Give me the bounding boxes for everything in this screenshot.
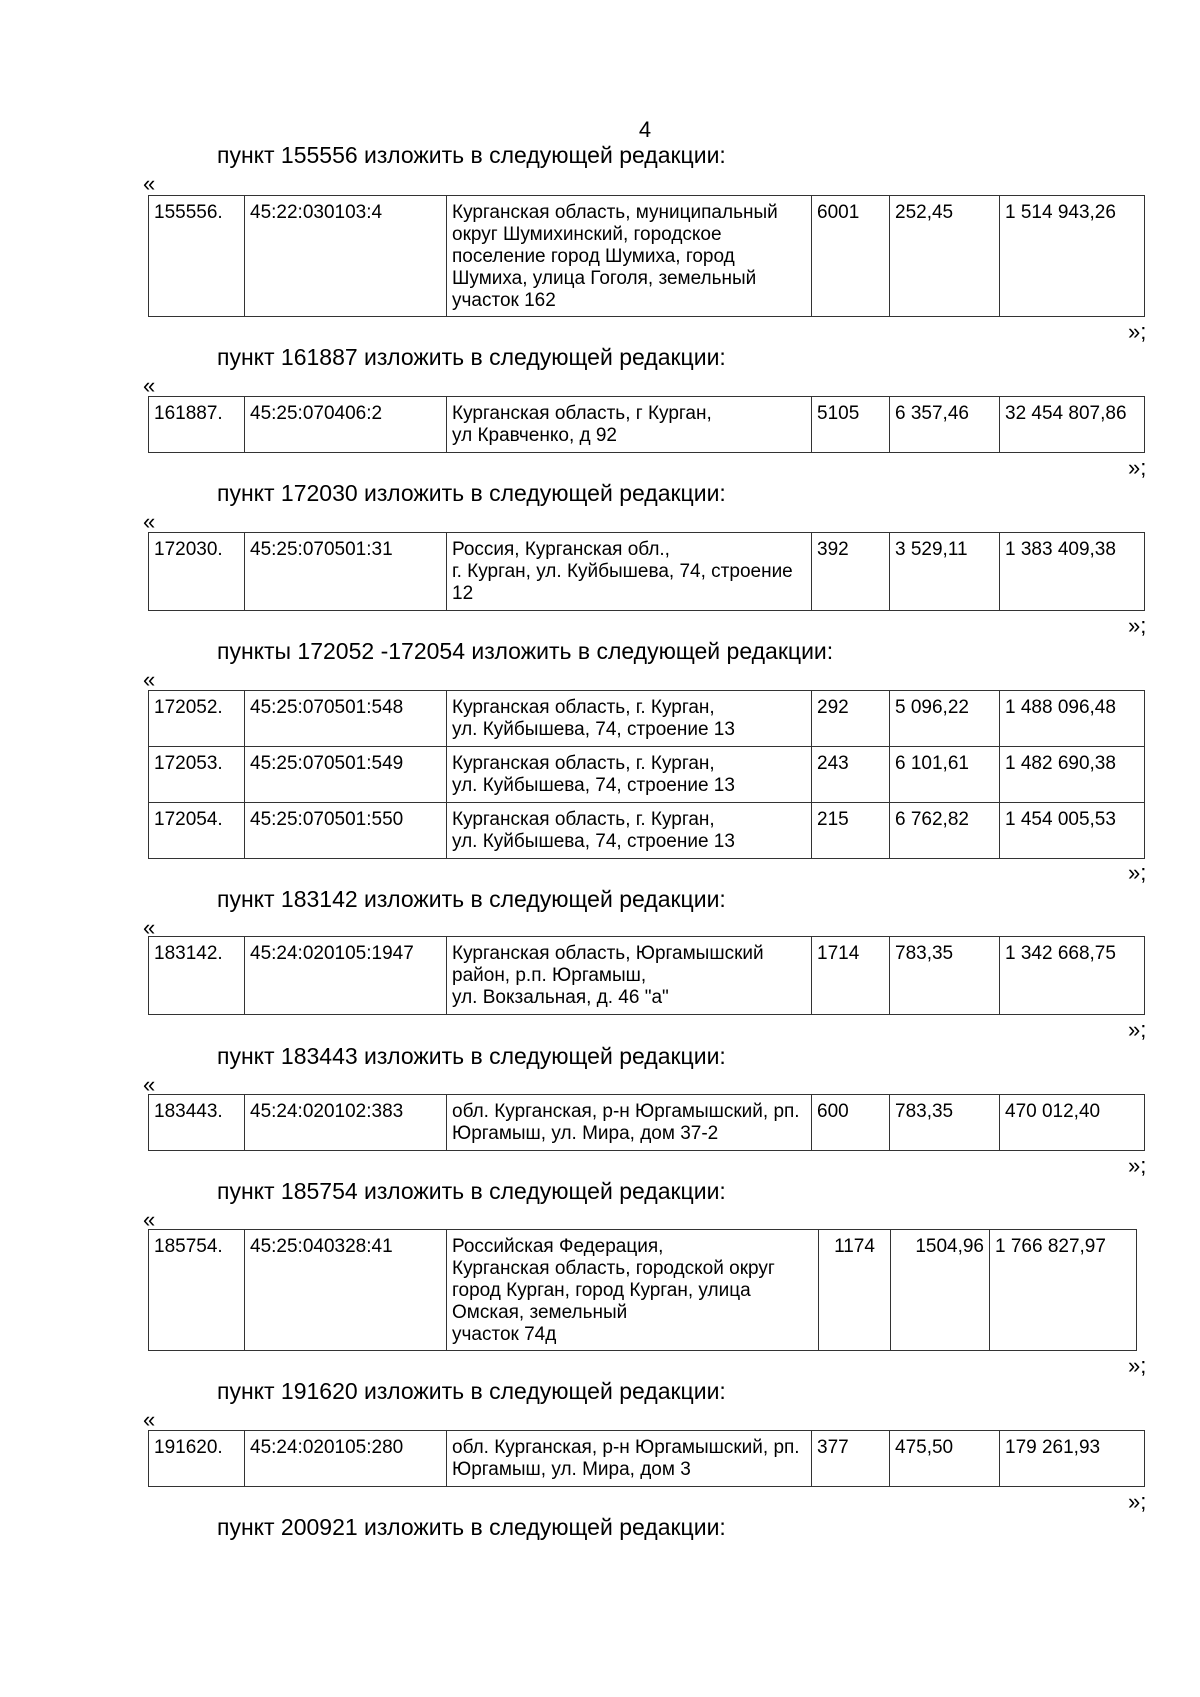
cadastral-value: 1 766 827,97 xyxy=(990,1230,1137,1351)
table-row xyxy=(149,937,1145,1015)
cadastral-number: 45:25:070501:548 xyxy=(245,691,447,747)
table-row xyxy=(149,747,1145,803)
rate: 1504,96 xyxy=(891,1230,990,1351)
section-heading: пункт 172030 изложить в следующей редакции: xyxy=(217,480,726,506)
section-heading: пункт 191620 изложить в следующей редакции: xyxy=(217,1378,726,1404)
area: 392 xyxy=(812,533,890,611)
cadastral-value: 1 342 668,75 xyxy=(1000,937,1145,1015)
quote-close: »; xyxy=(1128,1153,1147,1178)
cadastral-value: 1 454 005,53 xyxy=(1000,803,1145,859)
quote-close: »; xyxy=(1128,613,1147,638)
cadastral-value: 470 012,40 xyxy=(1000,1095,1145,1151)
table-row xyxy=(149,196,1145,317)
rate: 475,50 xyxy=(890,1431,1000,1487)
row-number: 191620. xyxy=(149,1431,245,1487)
section-heading: пункт 161887 изложить в следующей редакции: xyxy=(217,344,726,370)
data-table xyxy=(148,532,1145,611)
address: Курганская область, г. Курган, ул. Куйбышева, 74, строение 13 xyxy=(447,803,812,859)
address: Курганская область, г. Курган, ул. Куйбышева, 74, строение 13 xyxy=(447,747,812,803)
cadastral-value: 1 482 690,38 xyxy=(1000,747,1145,803)
address: Курганская область, г Курган, ул Кравченко, д 92 xyxy=(447,397,812,453)
row-number: 185754. xyxy=(149,1230,245,1351)
row-number: 155556. xyxy=(149,196,245,317)
row-number: 172030. xyxy=(149,533,245,611)
cadastral-value: 1 383 409,38 xyxy=(1000,533,1145,611)
table-row xyxy=(149,1095,1145,1151)
cadastral-number: 45:24:020102:383 xyxy=(245,1095,447,1151)
address: Россия, Курганская обл., г. Курган, ул. Куйбышева, 74, строение 12 xyxy=(447,533,812,611)
quote-open: « xyxy=(143,1407,156,1432)
quote-open: « xyxy=(143,171,156,196)
row-number: 172053. xyxy=(149,747,245,803)
quote-open: « xyxy=(143,1072,156,1097)
page-number: 4 xyxy=(638,117,652,142)
quote-open: « xyxy=(143,915,156,940)
address: обл. Курганская, р-н Юргамышский, рп. Юргамыш, ул. Мира, дом 3 xyxy=(447,1431,812,1487)
data-table xyxy=(148,195,1145,317)
section-heading: пункт 155556 изложить в следующей редакции: xyxy=(217,142,726,168)
rate: 783,35 xyxy=(890,1095,1000,1151)
address: Российская Федерация, Курганская область, городской округ город Курган, город Курган, улица Омская, земельный участок 74д xyxy=(447,1230,819,1351)
quote-close: »; xyxy=(1128,860,1147,885)
cadastral-value: 1 488 096,48 xyxy=(1000,691,1145,747)
quote-close: »; xyxy=(1128,1489,1147,1514)
address: Курганская область, г. Курган, ул. Куйбышева, 74, строение 13 xyxy=(447,691,812,747)
area: 6001 xyxy=(812,196,890,317)
quote-close: »; xyxy=(1128,1353,1147,1378)
quote-open: « xyxy=(143,1207,156,1232)
row-number: 172054. xyxy=(149,803,245,859)
address: Курганская область, муниципальный округ Шумихинский, городское поселение город Шумиха, город Шумиха, улица Гоголя, земельный участок 162 xyxy=(447,196,812,317)
area: 292 xyxy=(812,691,890,747)
table-row xyxy=(149,533,1145,611)
section-heading: пункт 183443 изложить в следующей редакции: xyxy=(217,1043,726,1069)
table-row xyxy=(149,1431,1145,1487)
row-number: 172052. xyxy=(149,691,245,747)
section-heading: пункт 185754 изложить в следующей редакции: xyxy=(217,1178,726,1204)
quote-open: « xyxy=(143,509,156,534)
area: 1174 xyxy=(819,1230,891,1351)
row-number: 183142. xyxy=(149,937,245,1015)
cadastral-number: 45:22:030103:4 xyxy=(245,196,447,317)
cadastral-value: 1 514 943,26 xyxy=(1000,196,1145,317)
address: обл. Курганская, р-н Юргамышский, рп. Юргамыш, ул. Мира, дом 37-2 xyxy=(447,1095,812,1151)
row-number: 183443. xyxy=(149,1095,245,1151)
quote-open: « xyxy=(143,667,156,692)
table-row xyxy=(149,397,1145,453)
data-table xyxy=(148,936,1145,1015)
cadastral-number: 45:25:070501:550 xyxy=(245,803,447,859)
section-heading: пункт 200921 изложить в следующей редакции: xyxy=(217,1514,726,1540)
area: 377 xyxy=(812,1431,890,1487)
quote-close: »; xyxy=(1128,455,1147,480)
rate: 6 762,82 xyxy=(890,803,1000,859)
section-heading: пункт 183142 изложить в следующей редакции: xyxy=(217,886,726,912)
table-row xyxy=(149,691,1145,747)
area: 5105 xyxy=(812,397,890,453)
table-row xyxy=(149,1230,1137,1351)
cadastral-value: 179 261,93 xyxy=(1000,1431,1145,1487)
section-heading: пункты 172052 -172054 изложить в следующей редакции: xyxy=(217,638,834,664)
cadastral-number: 45:25:040328:41 xyxy=(245,1230,447,1351)
cadastral-number: 45:25:070501:31 xyxy=(245,533,447,611)
area: 215 xyxy=(812,803,890,859)
rate: 6 101,61 xyxy=(890,747,1000,803)
data-table xyxy=(148,1229,1137,1351)
table-row xyxy=(149,803,1145,859)
row-number: 161887. xyxy=(149,397,245,453)
rate: 783,35 xyxy=(890,937,1000,1015)
rate: 3 529,11 xyxy=(890,533,1000,611)
cadastral-number: 45:25:070501:549 xyxy=(245,747,447,803)
rate: 252,45 xyxy=(890,196,1000,317)
data-table xyxy=(148,396,1145,453)
data-table xyxy=(148,690,1145,859)
data-table xyxy=(148,1430,1145,1487)
rate: 5 096,22 xyxy=(890,691,1000,747)
cadastral-number: 45:24:020105:1947 xyxy=(245,937,447,1015)
rate: 6 357,46 xyxy=(890,397,1000,453)
quote-open: « xyxy=(143,373,156,398)
data-table xyxy=(148,1094,1145,1151)
cadastral-value: 32 454 807,86 xyxy=(1000,397,1145,453)
area: 600 xyxy=(812,1095,890,1151)
cadastral-number: 45:24:020105:280 xyxy=(245,1431,447,1487)
quote-close: »; xyxy=(1128,319,1147,344)
cadastral-number: 45:25:070406:2 xyxy=(245,397,447,453)
quote-close: »; xyxy=(1128,1017,1147,1042)
area: 1714 xyxy=(812,937,890,1015)
area: 243 xyxy=(812,747,890,803)
address: Курганская область, Юргамышский район, р.п. Юргамыш, ул. Вокзальная, д. 46 "а" xyxy=(447,937,812,1015)
